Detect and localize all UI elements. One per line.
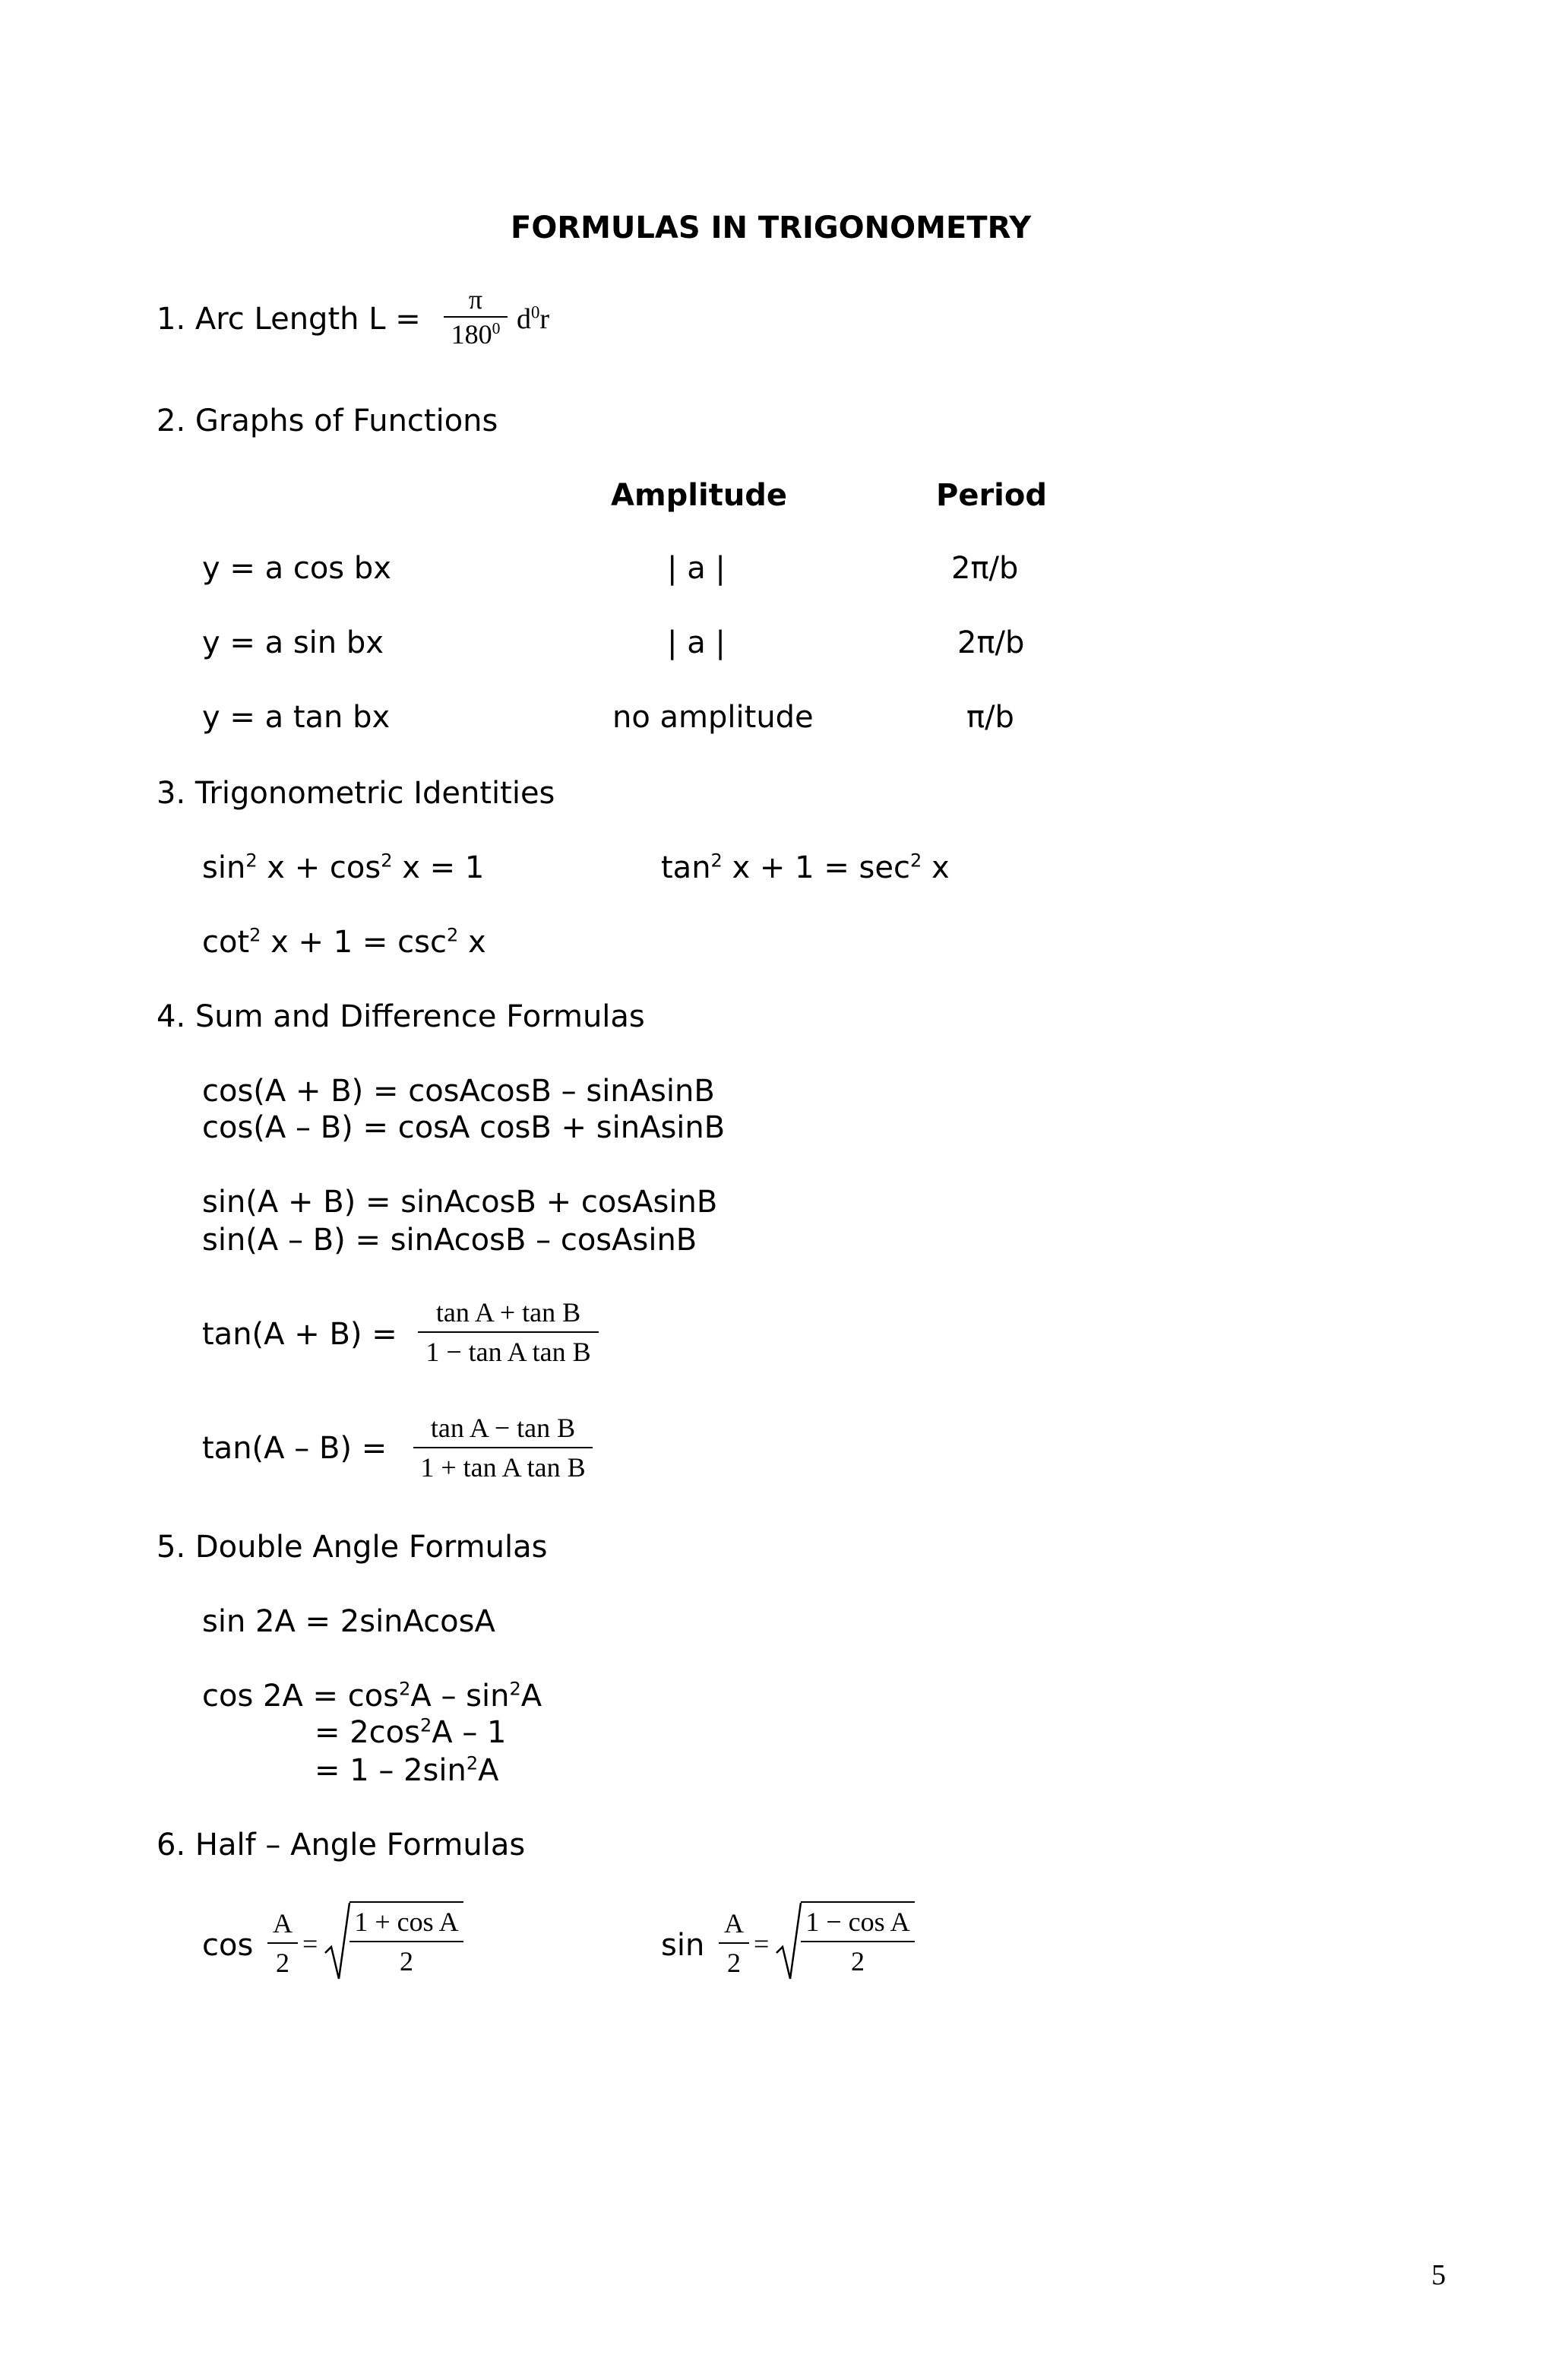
sin-sum-formula: sin(A + B) = sinAcosB + cosAsinB (202, 1185, 718, 1220)
cos-half-angle-radicand: 1 + cos A 2 (349, 1901, 463, 1980)
amplitude-sin: | a | (667, 625, 726, 660)
tan-difference-fraction: tan A − tan B 1 + tan A tan B (413, 1409, 593, 1486)
period-tan: π/b (966, 700, 1014, 735)
function-row-cos: y = a cos bx (202, 551, 391, 586)
sin-half-angle-radical-icon (775, 1900, 802, 1983)
function-row-tan: y = a tan bx (202, 700, 391, 735)
cos-double-angle-alt2: = $1 - 2\sin^2A$ (315, 1752, 499, 1788)
period-sin: 2π/b (957, 625, 1025, 660)
cos-double-angle: $\cos 2A = \cos^2A - \sin^2A$ (202, 1678, 542, 1714)
cos-double-angle-alt1: = $2\cos^2A - 1$ (315, 1714, 507, 1750)
cos-sum-formula: cos(A + B) = cosAcosB – sinAsinB (202, 1074, 715, 1109)
degree-mark: 0 (492, 319, 501, 338)
function-row-sin: y = a sin bx (202, 625, 384, 660)
amplitude-cos: | a | (667, 551, 726, 586)
sin-half-angle-equals: = (754, 1929, 770, 1959)
amplitude-tan: no amplitude (612, 700, 814, 735)
identity-tan-sec: $\tan^2 x + 1 = \sec^2 x$ (661, 850, 950, 885)
cos-half-angle-arg: A 2 (267, 1904, 298, 1982)
cos-half-angle-radical-icon (324, 1900, 351, 1983)
section-6-heading: 6. Half – Angle Formulas (157, 1828, 526, 1863)
period-header: Period (936, 478, 1047, 513)
cos-half-angle-equals: = (302, 1929, 318, 1959)
tan-difference-lhs: tan(A – B) = (202, 1431, 387, 1466)
period-cos: 2π/b (951, 551, 1019, 586)
section-5-heading: 5. Double Angle Formulas (157, 1530, 548, 1565)
arc-length-numerator: π (468, 284, 483, 315)
arc-length-tail: $d^0r$ (517, 302, 550, 335)
cos-difference-formula: cos(A – B) = cosA cosB + sinAsinB (202, 1110, 726, 1145)
cos-half-angle-fn: cos (202, 1928, 254, 1963)
page-number: 5 (1431, 2259, 1446, 2291)
arc-length-denominator: 180 (451, 319, 492, 350)
sin-double-angle: sin 2A = 2sinAcosA (202, 1604, 495, 1639)
arc-length-fraction (444, 283, 508, 351)
sin-difference-formula: sin(A – B) = sinAcosB – cosAsinB (202, 1223, 697, 1258)
arc-length-label: 1. Arc Length L = (157, 302, 421, 337)
sin-half-angle-fn: sin (661, 1928, 705, 1963)
identity-sin-cos: $\sin^2 x + \cos^2 x = 1$ (202, 850, 485, 885)
tan-sum-lhs: tan(A + B) = (202, 1317, 397, 1352)
section-2-heading: 2. Graphs of Functions (157, 404, 498, 438)
tan-sum-fraction: tan A + tan B 1 − tan A tan B (418, 1293, 599, 1371)
amplitude-header: Amplitude (611, 478, 788, 513)
section-3-heading: 3. Trigonometric Identities (157, 776, 555, 811)
sin-half-angle-arg: A 2 (719, 1904, 749, 1982)
identity-cot-csc: $\cot^2 x + 1 = \csc^2 x$ (202, 924, 486, 960)
sin-half-angle-radicand: 1 − cos A 2 (801, 1901, 915, 1980)
page-title: FORMULAS IN TRIGONOMETRY (511, 210, 1032, 245)
section-4-heading: 4. Sum and Difference Formulas (157, 999, 645, 1034)
